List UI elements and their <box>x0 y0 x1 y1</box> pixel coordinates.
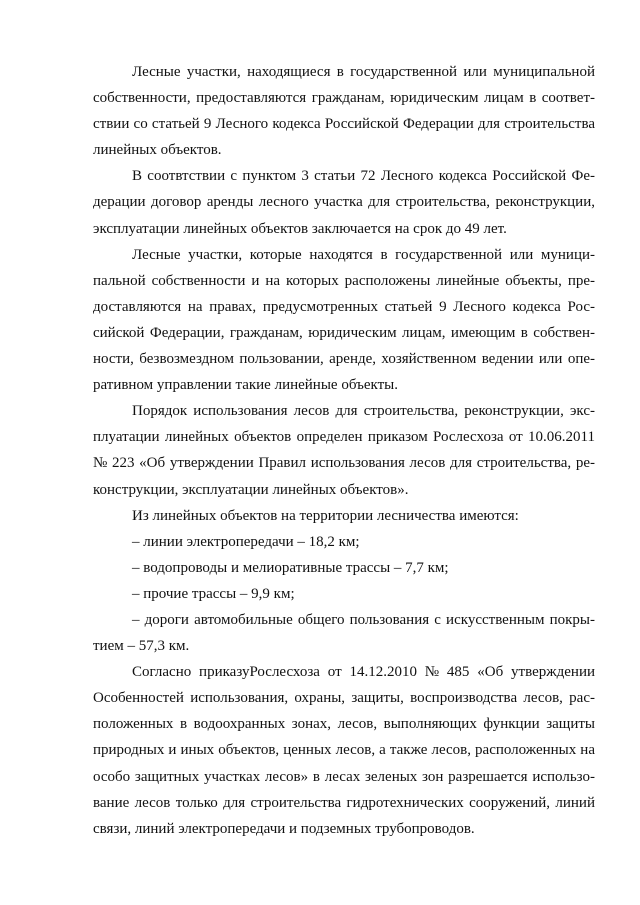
text-line: ствии со статьей 9 Лесного кодекса Российской Федерации для строительства <box>93 116 595 133</box>
paragraph <box>93 163 595 241</box>
paragraph <box>93 242 595 399</box>
text-line: вание лесов только для строительства гидротехнических сооружений, линий <box>93 794 595 811</box>
list-item <box>93 607 595 659</box>
text-line: № 223 «Об утверждении Правил использования лесов для строительства, ре- <box>93 455 595 472</box>
text-line: – дороги автомобильные общего пользования с искусственным покры- <box>132 611 595 628</box>
text-line: Порядок использования лесов для строительства, реконструкции, экс- <box>132 403 595 420</box>
text-line: ности, безвозмездном пользовании, аренде, хозяйственном ведении или опе- <box>93 351 595 368</box>
text-line: Из линейных объектов на территории лесничества имеются: <box>132 507 519 524</box>
text-line: В соотвтствии с пунктом 3 статьи 72 Лесного кодекса Российской Фе- <box>132 168 595 185</box>
paragraph <box>93 398 595 502</box>
text-line: особо защитных участках лесов» в лесах зеленых зон разрешается использо- <box>93 768 595 785</box>
paragraph <box>93 59 595 163</box>
text-line: положенных в водоохранных зонах, лесов, выполняющих функции защиты <box>93 716 595 733</box>
text-line: собственности, предоставляются гражданам, юридическим лицам в соответ- <box>93 90 595 107</box>
text-line: дерации договор аренды лесного участка для строительства, реконструкции, <box>93 194 595 211</box>
text-line: Особенностей использования, охраны, защиты, воспроизводства лесов, рас- <box>93 690 595 707</box>
list-item <box>93 555 595 581</box>
list-item <box>93 581 595 607</box>
text-line: природных и иных объектов, ценных лесов, а также лесов, расположенных на <box>93 742 595 759</box>
text-line: связи, линий электропередачи и подземных трубопроводов. <box>93 820 475 837</box>
text-line: пальной собственности и на которых расположены линейные объекты, пре- <box>93 272 595 289</box>
paragraph <box>93 659 595 842</box>
text-line: – линии электропередачи – 18,2 км; <box>132 533 360 550</box>
text-line: Лесные участки, находящиеся в государственной или муниципальной <box>132 64 595 80</box>
text-line: плуатации линейных объектов определен приказом Рослесхоза от 10.06.2011 <box>93 429 595 446</box>
text-line: конструкции, эксплуатации линейных объектов». <box>93 481 409 498</box>
document-body <box>93 59 595 842</box>
text-line: ративном управлении такие линейные объекты. <box>93 377 398 394</box>
text-line: – водопроводы и мелиоративные трассы – 7,7 км; <box>132 559 449 576</box>
text-line: – прочие трассы – 9,9 км; <box>132 585 295 602</box>
text-line: эксплуатации линейных объектов заключается на срок до 49 лет. <box>93 220 507 237</box>
list-item <box>93 529 595 555</box>
text-line: доставляются на правах, предусмотренных статьей 9 Лесного кодекса Рос- <box>93 298 595 315</box>
paragraph <box>93 503 595 529</box>
text-line: Согласно приказуРослесхоза от 14.12.2010 № 485 «Об утверждении <box>132 664 595 681</box>
text-line: линейных объектов. <box>93 142 222 159</box>
text-line: Лесные участки, которые находятся в государственной или муници- <box>132 246 595 263</box>
text-line: тием – 57,3 км. <box>93 638 190 655</box>
text-line: сийской Федерации, гражданам, юридическим лицам, имеющим в собствен- <box>93 324 595 341</box>
